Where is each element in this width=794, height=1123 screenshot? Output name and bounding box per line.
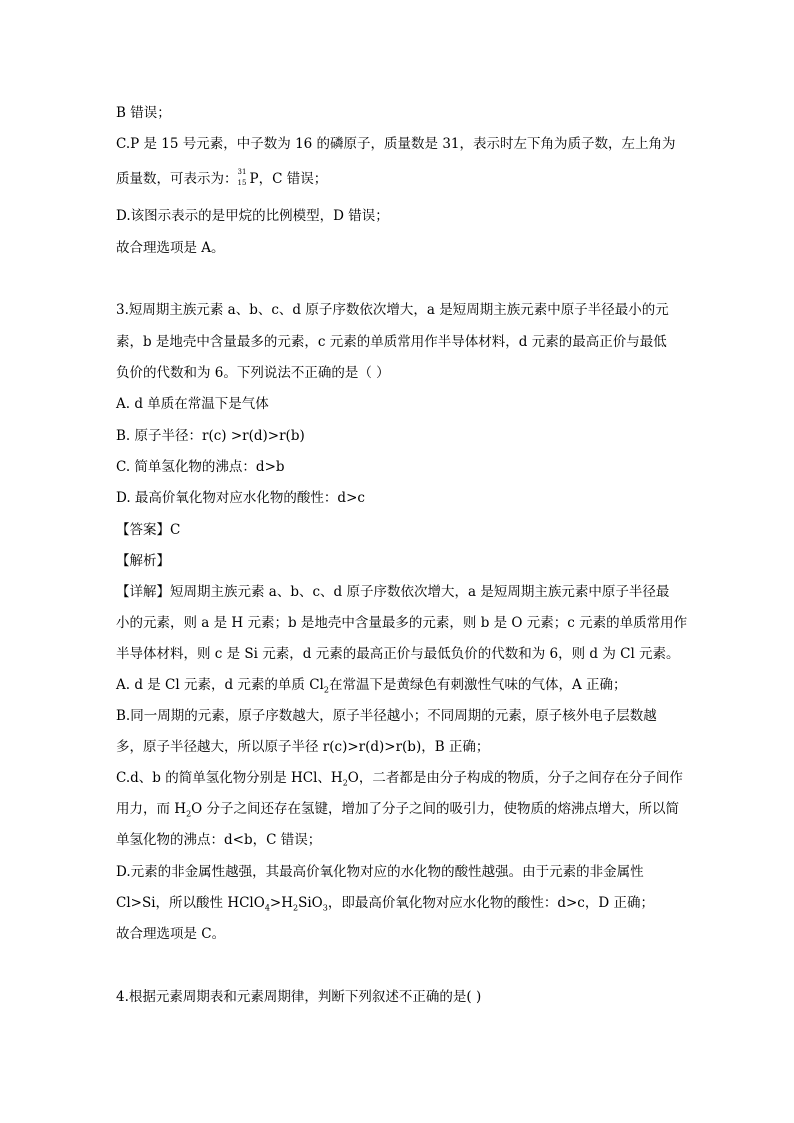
q3-stem-line-2: 素，b 是地壳中含量最多的元素，c 元素的单质常用作半导体材料，d 元素的最高正价与最低 [116, 334, 667, 350]
q3-analysis-heading: 【解析】 [116, 553, 170, 569]
prev-b-tail: B 错误； [116, 105, 171, 121]
q3-explain-d-line-1: D.元素的非金属性越强，其最高价氧化物对应的水化物的酸性越强。由于元素的非金属性 [116, 864, 644, 880]
q3-explain-c-line-1: C.d、b 的简单氢化物分别是 HCl、$H_2O$，二者都是由分子构成的物质，分子之间存在分子间作 [116, 770, 683, 788]
q3-conclusion: 故合理选项是 C。 [116, 926, 226, 942]
q3-detail-line-2: 小的元素，则 a 是 H 元素；b 是地壳中含量最多的元素，则 b 是 O 元素；c 元素的单质常用作 [116, 615, 688, 631]
prev-c-line-2: 质量数，可表示为： 31 15 P，C 错误； [116, 168, 328, 187]
q3-option-c: C. 简单氢化物的沸点：d>b [116, 459, 285, 475]
q3-stem-line-3: 负价的代数和为 6。下列说法不正确的是（ ） [116, 365, 390, 381]
prev-conclusion: 故合理选项是 A。 [116, 240, 225, 256]
prev-c-line-1: C.P 是 15 号元素，中子数为 16 的磷原子，质量数是 31，表示时左下角为质子数，左上角为 [116, 136, 676, 152]
q3-explain-a: A. d 是 Cl 元素，d 元素的单质 $Cl_2$在常温下是黄绿色有刺激性气味的气体，A 正确； [116, 677, 627, 695]
q3-explain-d-line-2: Cl>Si，所以酸性 $HClO_4>H_2SiO_3$，即最高价氧化物对应水化物的酸性：d>c，D 正确； [116, 895, 654, 913]
q3-explain-b-line-2: 多，原子半径越大，所以原子半径 r(c)>r(d)>r(b)，B 正确； [116, 739, 490, 755]
q3-option-b: B. 原子半径：r(c) >r(d)>r(b) [116, 428, 305, 444]
q3-detail-line-3: 半导体材料，则 c 是 Si 元素，d 元素的最高正价与最低负价的代数和为 6，则 d 为 Cl 元素。 [116, 646, 680, 662]
q3-explain-c-line-2: 用力，而 $H_2O$ 分子之间还存在氢键，增加了分子之间的吸引力，使物质的熔沸点增大，所以简 [116, 801, 680, 819]
q3-stem-line-1: 3.短周期主族元素 a、b、c、d 原子序数依次增大，a 是短周期主族元素中原子半径最小的元 [116, 302, 669, 318]
q3-option-a: A. d 单质在常温下是气体 [116, 396, 269, 412]
q3-option-d: D. 最高价氧化物对应水化物的酸性：d>c [116, 490, 365, 506]
q4-stem: 4.根据元素周期表和元素周期律，判断下列叙述不正确的是( ) [116, 989, 482, 1005]
prev-d-line: D.该图示表示的是甲烷的比例模型，D 错误； [116, 208, 389, 224]
phosphorus-isotope-notation: 31 15 [237, 168, 247, 187]
q3-explain-b-line-1: B.同一周期的元素，原子序数越大，原子半径越小；不同周期的元素，原子核外电子层数越 [116, 708, 657, 724]
q3-explain-c-line-3: 单氢化物的沸点：d<b，C 错误； [116, 832, 322, 848]
q3-answer: 【答案】C [116, 522, 181, 538]
q3-detail-line-1: 【详解】短周期主族元素 a、b、c、d 原子序数依次增大，a 是短周期主族元素中原子半径最 [116, 584, 670, 600]
